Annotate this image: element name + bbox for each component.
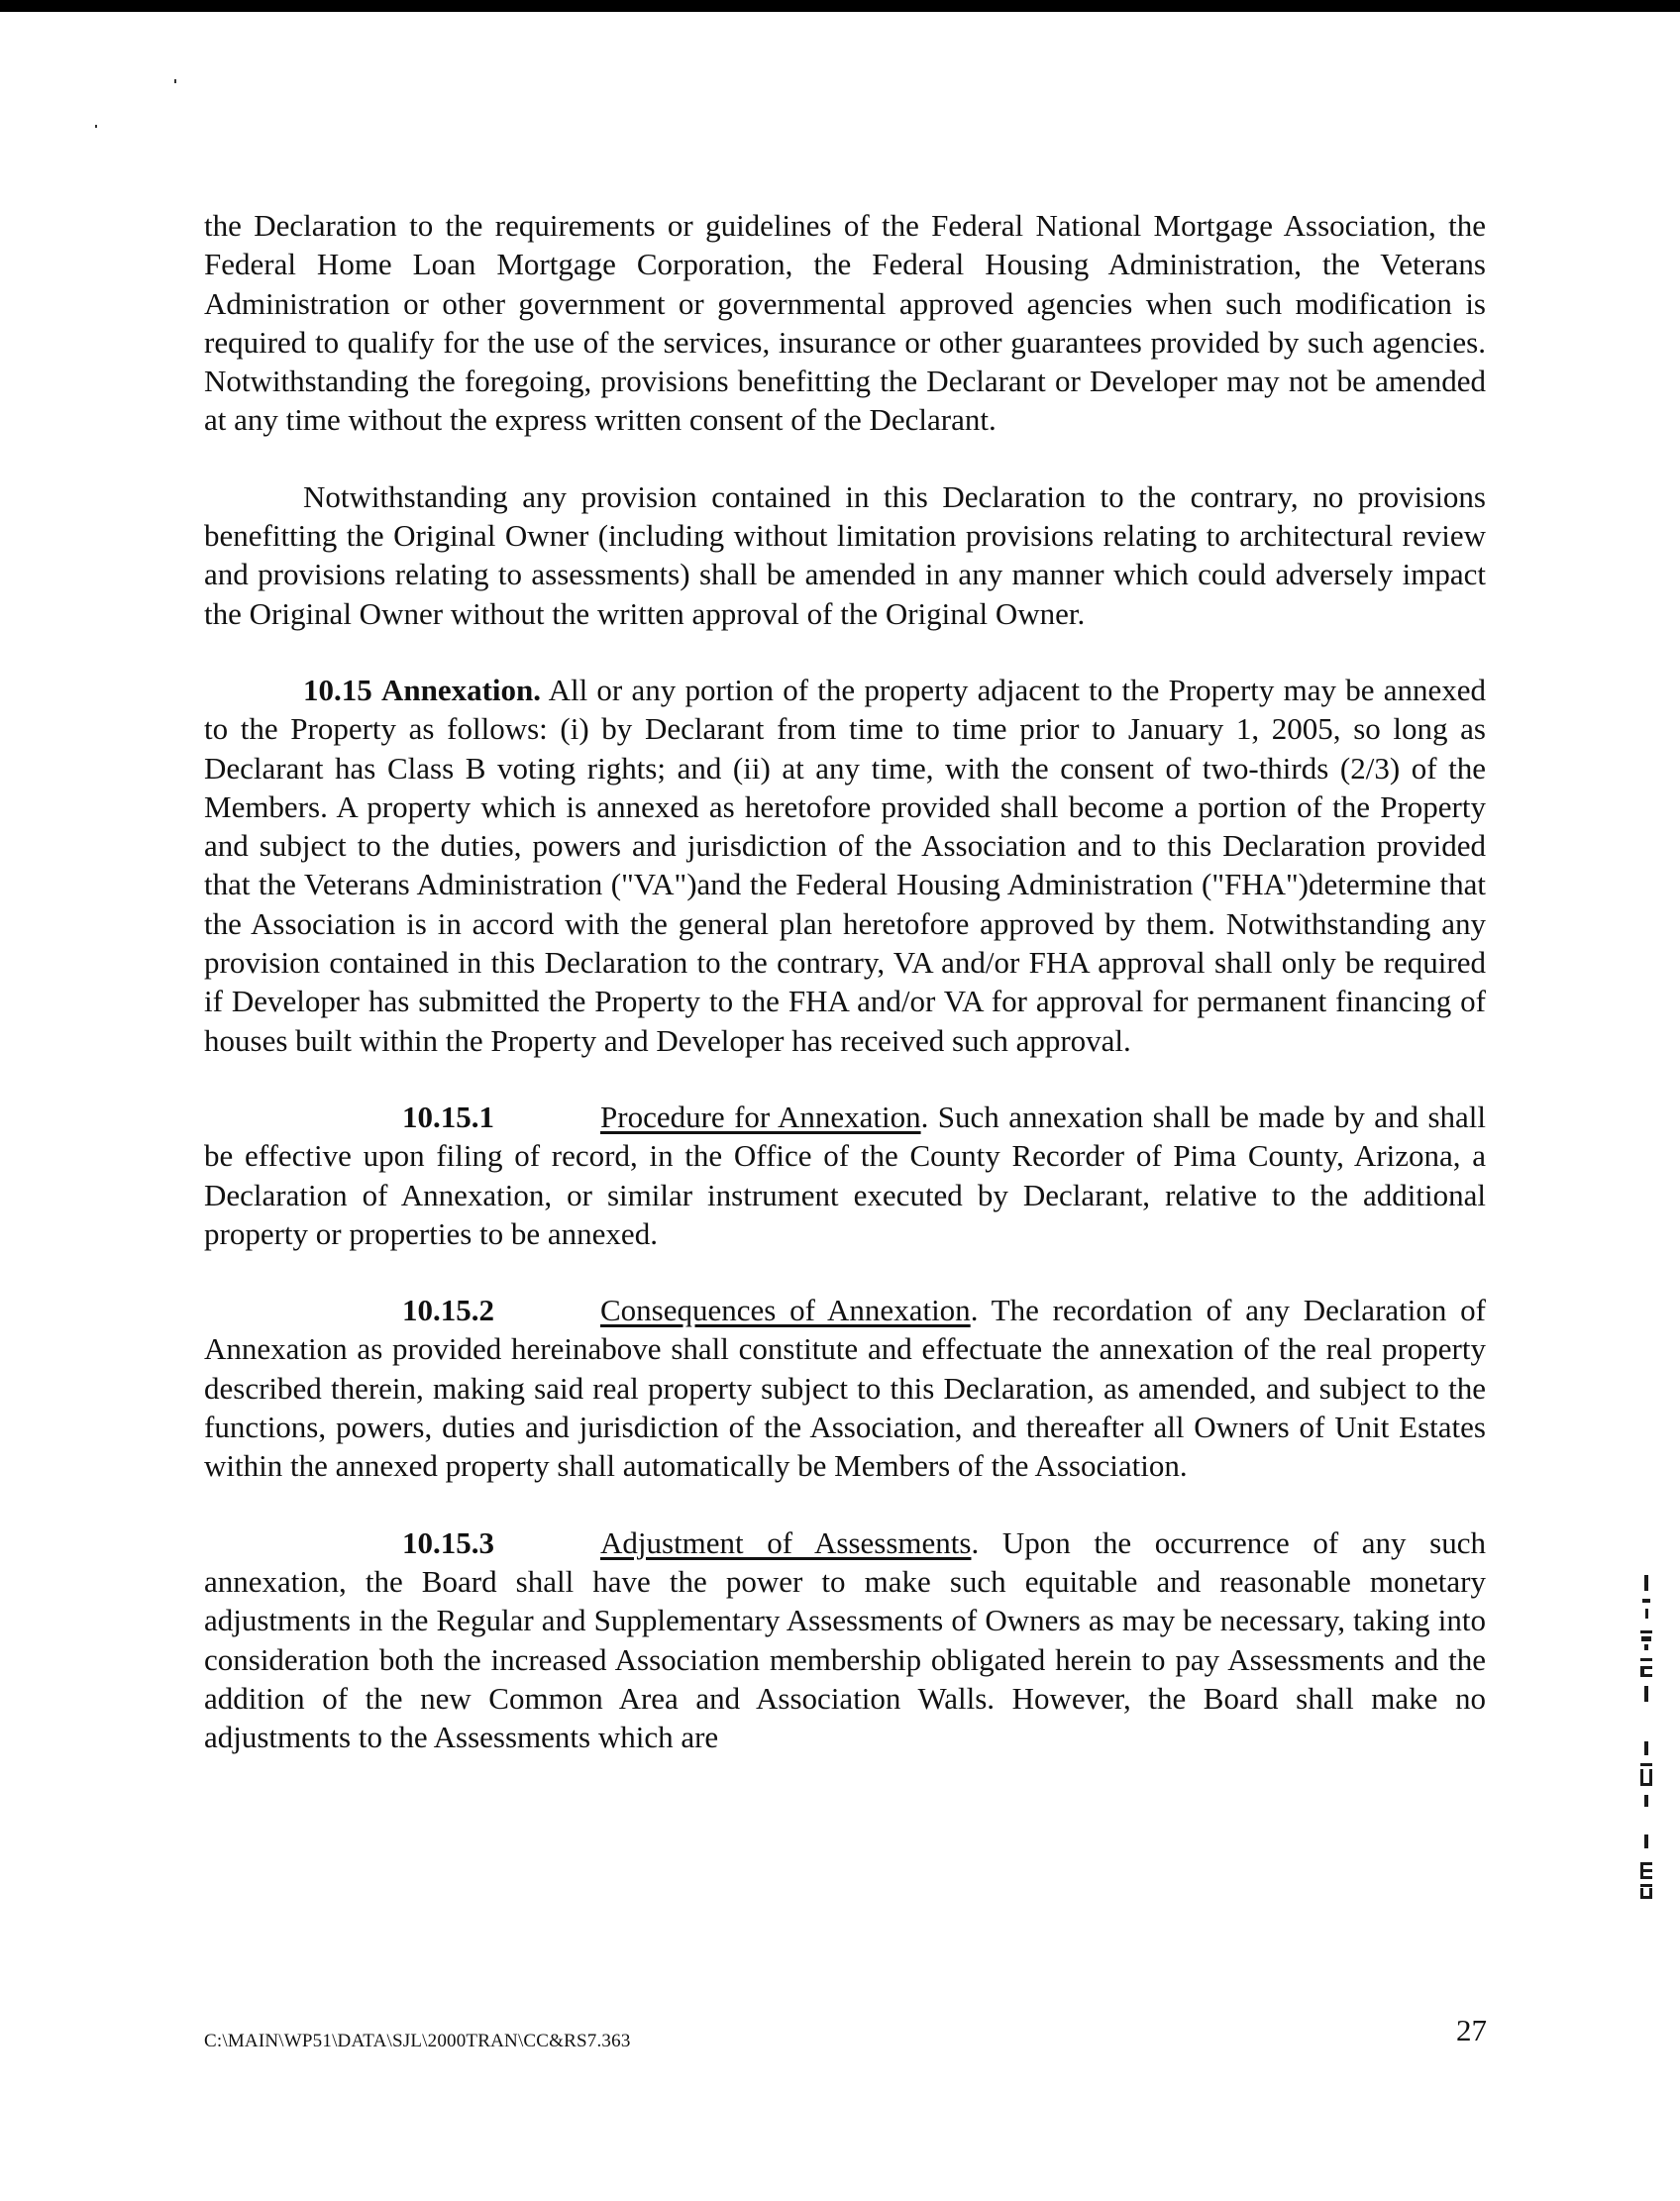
subsection-number: 10.15.3 <box>402 1524 494 1560</box>
scan-top-border <box>0 0 1680 12</box>
section-number: 10.15 <box>303 672 372 707</box>
scan-speck <box>95 125 97 128</box>
subsection-number: 10.15.1 <box>402 1099 494 1134</box>
subsection-title: Procedure for Annexation <box>600 1099 921 1134</box>
section-body: All or any portion of the property adjacent to the Property may be annexed to the Property as follows: (i) by Declarant from time to time prior to January 1, 2005, so long as Declarant has Class B voting rights; and (ii) at any time, with the consent of two-thirds (2/3) of the Members. A property which is annexed as heretofore provided shall become a portion of the Property and subject to the duties, powers and jurisdiction of the Association and to this Declaration provided that the Veterans Administration ("VA")and the Federal Housing Administration ("FHA")determine that the Association is in accord with the general plan heretofore approved by them. Notwithstanding any provision contained in this Declaration to the contrary, VA and/or FHA approval shall only be required if Developer has submitted the Property to the FHA and/or VA for approval for permanent financing of houses built within the Property and Developer has received such approval. <box>204 672 1486 1058</box>
section-10-15-1 <box>204 1098 1486 1253</box>
subsection-title: Adjustment of Assessments <box>600 1524 972 1560</box>
subsection-number: 10.15.2 <box>402 1293 494 1328</box>
subsection-body: . The recordation of any Declaration of Annexation as provided hereinabove shall constitute and effectuate the annexation of the real property described therein, making said real property subject to this Declaration, as amended, and subject to the functions, powers, duties and jurisdiction of the Association, and thereafter all Owners of Unit Estates within the annexed property shall automatically be Members of the Association. <box>204 1293 1486 1484</box>
scan-speck <box>174 79 176 83</box>
paragraph-1: the Declaration to the requirements or guidelines of the Federal National Mortgage Association, the Federal Home Loan Mortgage Corporation, the Federal Housing Administration, the Veterans Administration or other government or governmental approved agencies when such modification is required to qualify for the use of the services, insurance or other guarantees provided by such agencies. Notwithstanding the foregoing, provisions benefitting the Declarant or Developer may not be amended at any time without the express written consent of the Declarant. <box>204 208 1486 438</box>
subsection-body: . Upon the occurrence of any such annexation, the Board shall have the power to make such equitable and reasonable monetary adjustments in the Regular and Supplementary Assessments of Owners as may be necessary, taking into consideration both the increased Association membership obligated herein to pay Assessments and the addition of the new Common Area and Association Walls. However, the Board shall make no adjustments to the Assessments which are <box>204 1524 1486 1755</box>
section-10-15 <box>204 671 1486 1060</box>
paragraph-2: Notwithstanding any provision contained in this Declaration to the contrary, no provisions benefitting the Original Owner (including without limitation provisions relating to architectural review and provisions relating to assessments) shall be amended in any manner which could adversely impact the Original Owner without the written approval of the Original Owner. <box>204 478 1486 631</box>
subsection-title: Consequences of Annexation <box>600 1293 971 1328</box>
document-page <box>204 206 1486 1756</box>
section-title: Annexation. <box>380 672 542 707</box>
vertical-recording-stamp-image <box>1632 1575 1662 1941</box>
page-number: 27 <box>1456 2013 1487 2047</box>
section-10-15-3 <box>204 1523 1486 1757</box>
subsection-body: . Such annexation shall be made by and shall be effective upon filing of record, in the Office of the County Recorder of Pima County, Arizona, a Declaration of Annexation, or similar instrument executed by Declarant, relative to the additional property or properties to be annexed. <box>204 1099 1486 1251</box>
footer-file-path: C:\MAIN\WP51\DATA\SJL\2000TRAN\CC&RS7.363 <box>204 2031 631 2051</box>
section-10-15-2 <box>204 1291 1486 1485</box>
